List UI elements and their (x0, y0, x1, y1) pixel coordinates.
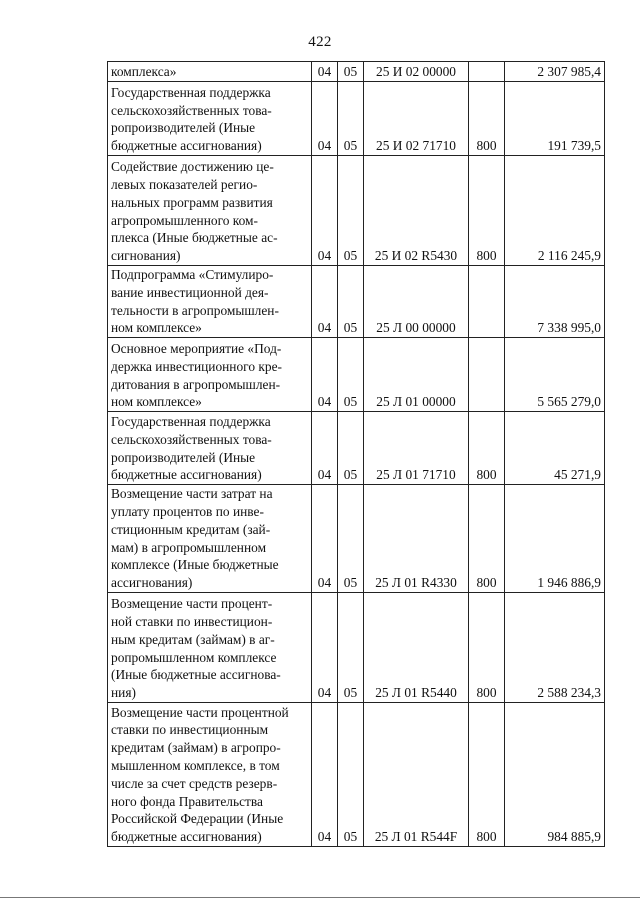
subsection-code-cell: 05 (338, 485, 364, 593)
section-code-cell: 04 (312, 62, 338, 82)
table-row (108, 338, 605, 412)
target-article-cell: 25 Л 01 R5440 (364, 592, 469, 702)
page-bottom-divider (0, 897, 640, 898)
row-name-cell: Подпрограмма «Стимулиро- вание инвестиционной дея- тельности в агропромышлен- ном комплексе» (108, 266, 312, 338)
section-code-cell: 04 (312, 266, 338, 338)
amount-cell: 5 565 279,0 (505, 338, 605, 412)
row-name-cell: комплекса» (108, 62, 312, 82)
subsection-code-cell: 05 (338, 592, 364, 702)
section-code-cell: 04 (312, 702, 338, 846)
row-name-cell: Государственная поддержка сельскохозяйственных това- ропроизводителей (Иные бюджетные ассигнования) (108, 82, 312, 156)
budget-table (107, 61, 605, 847)
expense-type-cell (469, 62, 505, 82)
expense-type-cell: 800 (469, 485, 505, 593)
expense-type-cell: 800 (469, 592, 505, 702)
section-code-cell: 04 (312, 592, 338, 702)
row-name-cell: Возмещение части процентной ставки по инвестиционным кредитам (займам) в агропро- мышленном комплексе, в том числе за счет средств резерв- ного фонда Правительства Российской Федерации (Иные бюджетные ассигнования) (108, 702, 312, 846)
row-name-cell: Основное мероприятие «Под- держка инвестиционного кре- дитования в агропромышлен- ном комплексе» (108, 338, 312, 412)
target-article-cell: 25 И 02 00000 (364, 62, 469, 82)
target-article-cell: 25 Л 01 R4330 (364, 485, 469, 593)
target-article-cell: 25 Л 00 00000 (364, 266, 469, 338)
subsection-code-cell: 05 (338, 702, 364, 846)
table-row (108, 266, 605, 338)
expense-type-cell (469, 266, 505, 338)
row-name-cell: Возмещение части затрат на уплату процентов по инве- стиционным кредитам (зай- мам) в агропромышленном комплексе (Иные бюджетные ассигнования) (108, 485, 312, 593)
table-row (108, 485, 605, 593)
section-code-cell: 04 (312, 412, 338, 485)
table-row (108, 412, 605, 485)
subsection-code-cell: 05 (338, 156, 364, 266)
amount-cell: 2 588 234,3 (505, 592, 605, 702)
table-row (108, 156, 605, 266)
row-name-cell: Государственная поддержка сельскохозяйственных това- ропроизводителей (Иные бюджетные ассигнования) (108, 412, 312, 485)
table-row (108, 62, 605, 82)
amount-cell: 2 116 245,9 (505, 156, 605, 266)
row-name-cell: Возмещение части процент- ной ставки по инвестицион- ным кредитам (займам) в аг- ропромышленном комплексе (Иные бюджетные ассигнова- ния) (108, 592, 312, 702)
expense-type-cell: 800 (469, 702, 505, 846)
amount-cell: 984 885,9 (505, 702, 605, 846)
expense-type-cell: 800 (469, 412, 505, 485)
expense-type-cell: 800 (469, 82, 505, 156)
amount-cell: 1 946 886,9 (505, 485, 605, 593)
subsection-code-cell: 05 (338, 338, 364, 412)
section-code-cell: 04 (312, 338, 338, 412)
section-code-cell: 04 (312, 485, 338, 593)
expense-type-cell (469, 338, 505, 412)
target-article-cell: 25 И 02 R5430 (364, 156, 469, 266)
target-article-cell: 25 Л 01 00000 (364, 338, 469, 412)
amount-cell: 7 338 995,0 (505, 266, 605, 338)
section-code-cell: 04 (312, 82, 338, 156)
subsection-code-cell: 05 (338, 82, 364, 156)
subsection-code-cell: 05 (338, 266, 364, 338)
page-number: 422 (308, 34, 332, 50)
amount-cell: 191 739,5 (505, 82, 605, 156)
expense-type-cell: 800 (469, 156, 505, 266)
table-row (108, 702, 605, 846)
section-code-cell: 04 (312, 156, 338, 266)
row-name-cell: Содействие достижению це- левых показателей регио- нальных программ развития агропромышленного ком- плекса (Иные бюджетные ас- сигнования) (108, 156, 312, 266)
target-article-cell: 25 И 02 71710 (364, 82, 469, 156)
subsection-code-cell: 05 (338, 62, 364, 82)
target-article-cell: 25 Л 01 71710 (364, 412, 469, 485)
table-row (108, 592, 605, 702)
target-article-cell: 25 Л 01 R544F (364, 702, 469, 846)
amount-cell: 2 307 985,4 (505, 62, 605, 82)
amount-cell: 45 271,9 (505, 412, 605, 485)
subsection-code-cell: 05 (338, 412, 364, 485)
table-row (108, 82, 605, 156)
